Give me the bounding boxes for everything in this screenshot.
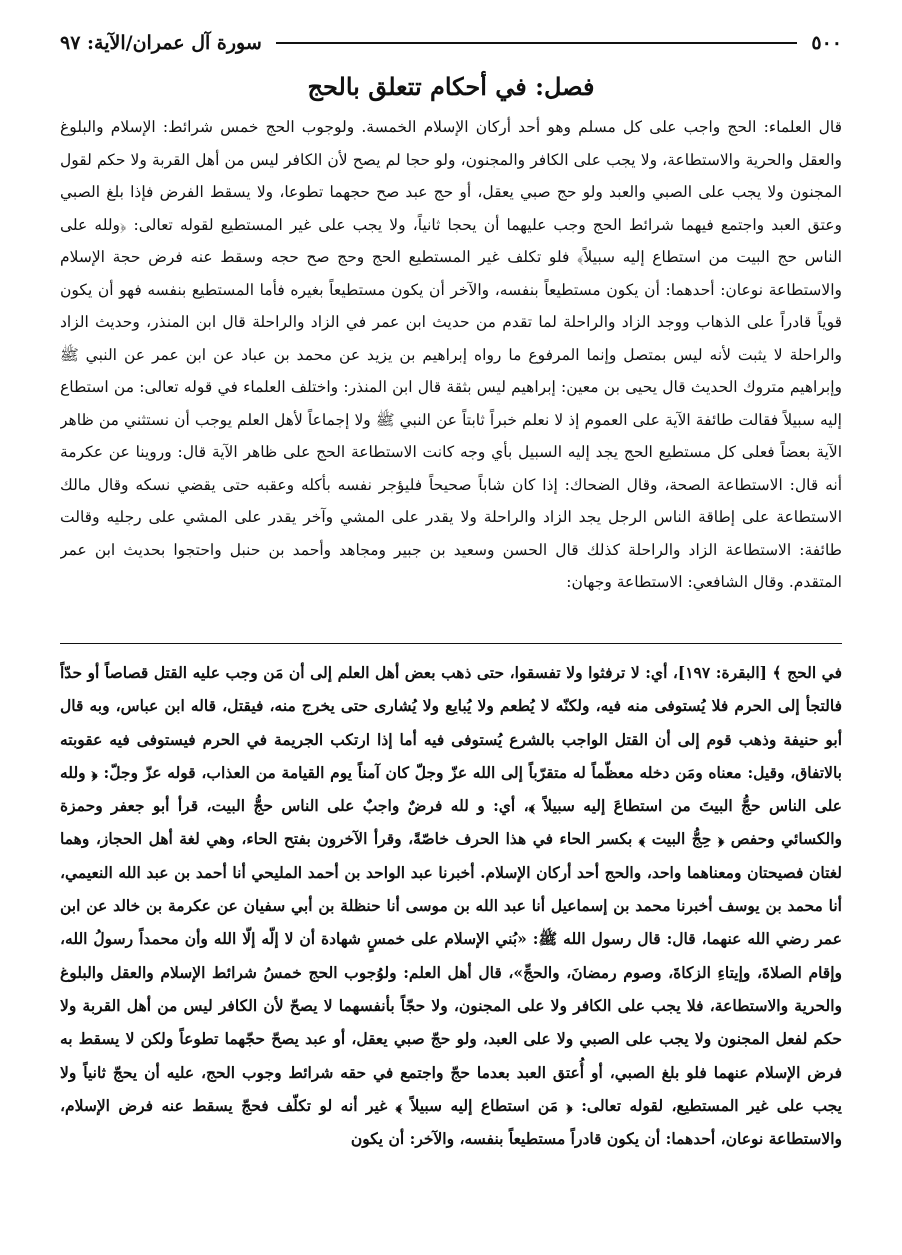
commentary-paragraph: في الحج ﴾ [البقرة: ١٩٧]، أي: لا ترفثوا ولا تفسقوا، حتى ذهب بعض أهل العلم إلى أن مَن وجب عليه القتل قصاصاً أو حدّاً فالتجأ إلى الحرم فلا يُستوفى منه فيه، ولكنّه لا يُطعم ولا يُبايع ولا يُشارى حتى يخرج منه، فيقتل، قاله ابن عباس، وبه قال أبو حنيفة وذهب قوم إلى أن القتل الواجب بالشرع يُستوفى فيه أما إذا ارتكب الجريمة في الحرم فيستوفى فيه عقوبته بالاتفاق، وقيل: معناه ومَن دخله معظّماً له متقرّباً إلى الله عزّ وجلّ كان آمناً يوم القيامة من العذاب، قوله عزّ وجلّ: ﴿ ولله على الناس حجُّ البيتَ من استطاعَ إليه سبيلاً ﴾، أي: و لله فرضٌ واجبٌ على الناس حجُّ البيت، قرأ أبو جعفر وحمزة والكسائي وحفص ﴿ حِجُّ البيت ﴾ بكسر الحاء في هذا الحرف خاصّةً، وقرأ الآخرون بفتح الحاء، وهي لغة أهل الحجاز، وهما لغتان فصيحتان ومعناهما واحد، والحج أحد أركان الإسلام. أخبرنا عبد الواحد بن أحمد المليحي أنا أحمد بن عبد الله النعيمي، أنا محمد بن يوسف أخبرنا محمد بن إسماعيل أنا عبد الله بن موسى أنا حنظلة بن أبي سفيان عن عكرمة بن خالد عن ابن عمر رضي الله عنهما، قال: قال رسول الله ﷺ: «بُني الإسلام على خمسٍ شهادة أن لا إلّه إلّا الله وأن محمداً رسولُ الله، وإقام الصلاةَ، وإيتاءِ الزكاةَ، وصوم رمضانَ، والحجِّ»، قال أهل العلم: ولوُجوب الحج خمسُ شرائط الإسلام والعقل والبلوغ والحرية والاستطاعة، فلا يجب على الكافر ولا على المجنون، ولا حجّاً بأنفسهما لا يصحّ لأن الكافر ليس من أهل القربة ولا حكم لفعل المجنون ولا يجب على الصبي ولا على العبد، ولو حجّ صبي يعقل، أو عبد يصحّ حجّهما تطوعاً ولكن لا يسقط به فرض الإسلام عنهما فلو بلغ الصبي، أو أُعتق العبد بعدما حجّ واجتمع في حقه شرائط وجوب الحج، عليه أن يحجّ ثانياً ولا يجب على غير المستطيع، لقوله تعالى: ﴿ مَن استطاع إليه سبيلاً ﴾ غير أنه لو تكلّف فحجّ يسقط عنه فرض الإسلام، والاستطاعة نوعان، أحدهما: أن يكون قادراً مستطيعاً بنفسه، والآخر: أن يكون: [60, 663, 842, 1149]
surah-reference: سورة آل عمران/الآية: ٩٧: [60, 32, 262, 54]
page-header: [60, 28, 842, 58]
main-paragraph: قال العلماء: الحج واجب على كل مسلم وهو أحد أركان الإسلام الخمسة. ولوجوب الحج خمس شرائط: الإسلام والبلوغ والعقل والحرية والاستطاعة، ولا يجب على الكافر والمجنون، ولو حجا لم يصح لأن الكافر ليس من أهل القربة ولا حكم لقول المجنون ولا يجب على الصبي والعبد ولو حج صبي يعقل، أو حج عبد صح حجهما تطوعا، ولا يسقط الفرض فإذا بلغ الصبي وعتق العبد واجتمع فيهما شرائط الحج وجب عليهما أن يحجا ثانياً، ولا يجب على غير المستطيع لقوله تعالى: ﴿ولله على الناس حج البيت من استطاع إليه سبيلاً﴾ فلو تكلف غير المستطيع الحج وحج صح حجه وسقط عنه فرض حجة الإسلام والاستطاعة نوعان: أحدهما: أن يكون مستطيعاً بنفسه، والآخر أن يكون مستطيعاً بغيره فأما المستطيع بنفسه فهو أن يكون قوياً قادراً على الذهاب ووجد الزاد والراحلة لما تقدم من حديث ابن عمر في الزاد والراحلة قال ابن المنذر، وحديث الزاد والراحلة لا يثبت لأنه ليس بمتصل وإنما المرفوع ما رواه إبراهيم بن يزيد عن محمد بن عباد عن ابن عمر عن النبي ﷺ وإبراهيم متروك الحديث قال يحيى بن معين: إبراهيم ليس بثقة قال ابن المنذر: واختلف العلماء في قوله تعالى: من استطاع إليه سبيلاً فقالت طائفة الآية على العموم إذ لا نعلم خبراً ثابتاً عن النبي ﷺ ولا إجماعاً لأهل العلم يوجب أن نستثني من ظاهر الآية بعضاً فعلى كل مستطيع الحج يجد إليه السبيل بأي وجه كانت الاستطاعة الحج على ظاهر الآية قال: وروينا عن عكرمة أنه قال: الاستطاعة الصحة، وقال الضحاك: إذا كان شاباً صحيحاً فليؤجر نفسه بأكله وعقبه حتى يقضي نسكه وقال مالك الاستطاعة على إطاقة الناس الرجل يجد الزاد والراحلة ولا يقدر على المشي وآخر يقدر على المشي على رجليه وقالت طائفة: الاستطاعة الزاد والراحلة كذلك قال الحسن وسعيد بن جبير ومجاهد وأحمد بن حنبل واحتجوا بحديث ابن عمر المتقدم. وقال الشافعي: الاستطاعة وجهان:: [60, 118, 842, 591]
main-text-block: [60, 111, 842, 631]
section-title: فصل: في أحكام تتعلق بالحج: [307, 72, 595, 101]
footnote-divider: [60, 643, 842, 644]
header-rule: [276, 42, 798, 44]
page-number: ٥٠٠: [811, 32, 842, 54]
